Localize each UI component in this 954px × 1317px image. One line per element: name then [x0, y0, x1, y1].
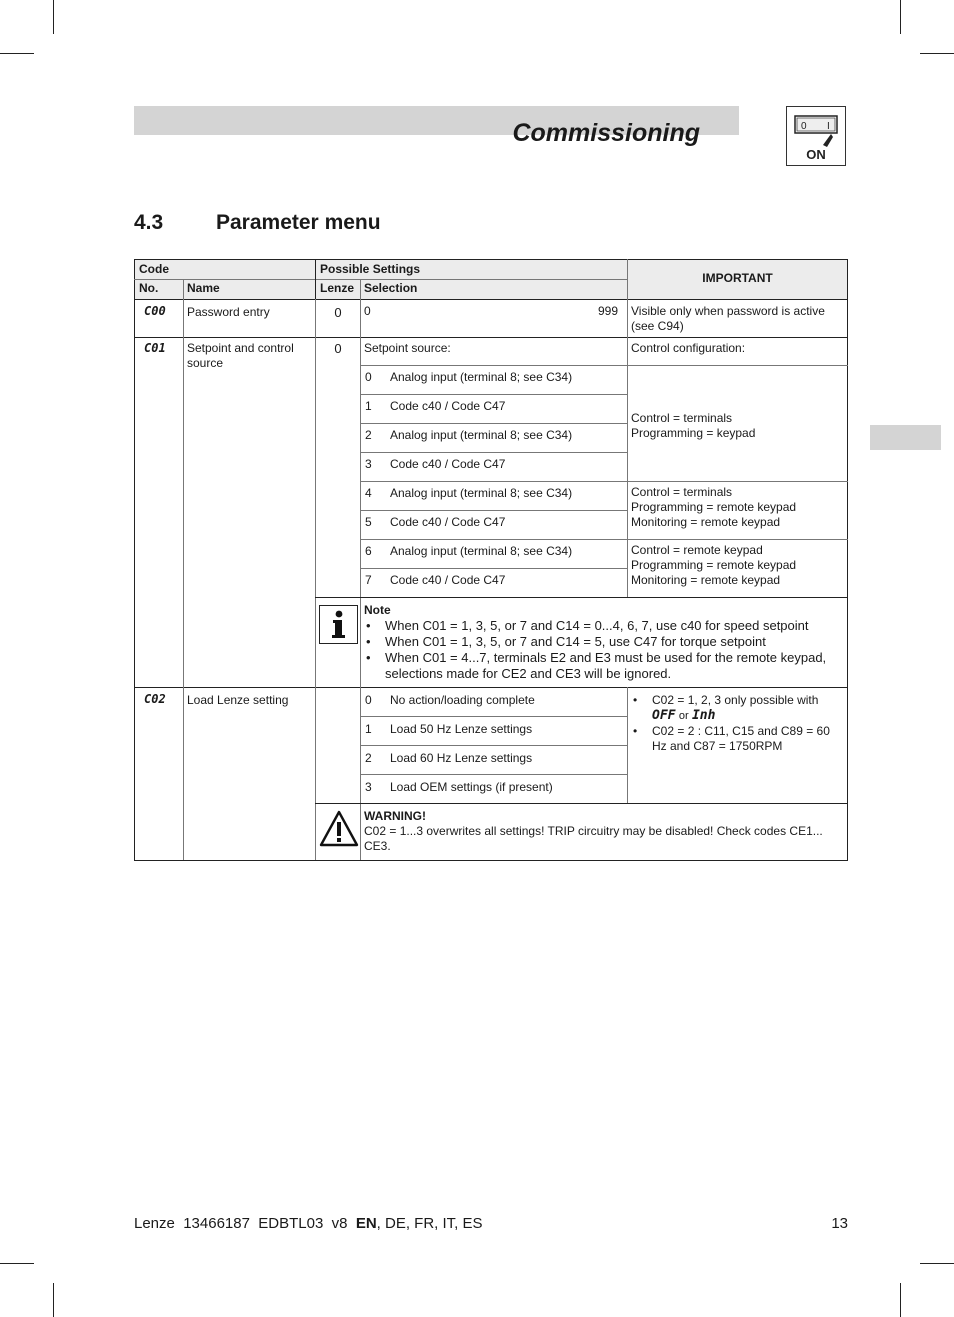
warning-text: C02 = 1...3 overwrites all settings! TRIP circuitry may be disabled! Check codes CE1... CE3. [364, 824, 823, 853]
c02-option-text: Load OEM settings (if present) [390, 780, 553, 794]
c01-important-group-2: Control = terminals Programming = remote keypad Monitoring = remote keypad [631, 485, 797, 529]
section-number: 4.3 [134, 211, 164, 234]
c01-option-num: 3 [365, 457, 372, 471]
crop-mark [900, 1283, 901, 1317]
page-number: 13 [831, 1215, 848, 1232]
c02-imp2: • C02 = 2 : C11, C15 and C89 = 60 Hz and C87 = 1750RPM [631, 724, 845, 754]
header-selection: Selection [364, 281, 418, 295]
c01-option-text: Analog input (terminal 8; see C34) [390, 428, 573, 442]
c01-option-text: Code c40 / Code C47 [390, 399, 506, 413]
note-item: • When C01 = 4...7, terminals E2 and E3 must be used for the remote keypad, selections made for CE2 and CE3 will be ignored. [364, 650, 844, 682]
c01-option-text: Analog input (terminal 8; see C34) [390, 486, 573, 500]
c00-important: Visible only when password is active (see C94) [631, 304, 825, 333]
crop-mark [0, 1263, 34, 1264]
section-title: Parameter menu [216, 211, 381, 234]
c02-option-num: 1 [365, 722, 372, 736]
c01-name: Setpoint and control source [187, 341, 294, 370]
switch-mark-0: 0 [801, 121, 807, 132]
c02-imp1-prefix: C02 = 1, 2, 3 only possible with [652, 693, 819, 707]
c02-option-num: 2 [365, 751, 372, 765]
c01-option-num: 7 [365, 573, 372, 587]
c02-name: Load Lenze setting [187, 693, 289, 707]
header-code: Code [139, 262, 169, 276]
header-possible-settings: Possible Settings [320, 262, 421, 276]
footer-doc-info: Lenze 13466187 EDBTL03 v8 EN, DE, FR, IT, ES [134, 1215, 483, 1232]
crop-mark [900, 0, 901, 34]
lcd-off: OFF [652, 708, 676, 723]
warning-icon [319, 809, 359, 849]
c01-option-num: 2 [365, 428, 372, 442]
c01-sel-header: Setpoint source: [364, 341, 451, 355]
c01-option-num: 1 [365, 399, 372, 413]
parameter-table [134, 259, 848, 861]
c01-important-header: Control configuration: [631, 341, 746, 355]
header-no: No. [139, 281, 159, 295]
note-title: Note [364, 603, 391, 617]
header-important: IMPORTANT [702, 271, 773, 285]
page-header-title: Commissioning [512, 119, 700, 147]
c00-lenze: 0 [334, 305, 342, 320]
c00-sel-min: 0 [364, 304, 371, 318]
code-c02: C02 [144, 692, 166, 706]
c01-option-text: Code c40 / Code C47 [390, 515, 506, 529]
note-item: • When C01 = 1, 3, 5, or 7 and C14 = 0...4, 6, 7, use c40 for speed setpoint [364, 618, 844, 634]
c01-note [364, 602, 844, 682]
crop-mark [53, 1283, 54, 1317]
c01-important-group-3: Control = remote keypad Programming = remote keypad Monitoring = remote keypad [631, 543, 797, 587]
c01-option-num: 0 [365, 370, 372, 384]
c01-option-num: 4 [365, 486, 372, 500]
c02-option-num: 0 [365, 693, 372, 707]
header-name: Name [187, 281, 220, 295]
side-tab-marker [870, 425, 941, 450]
c02-warning [364, 809, 844, 854]
c01-important-group-1: Control = terminals Programming = keypad [631, 411, 756, 440]
c01-option-text: Analog input (terminal 8; see C34) [390, 370, 573, 384]
power-switch-icon [786, 106, 846, 166]
info-icon [319, 605, 358, 644]
warning-title: WARNING! [364, 809, 426, 823]
header-lenze: Lenze [320, 281, 355, 295]
c01-option-text: Analog input (terminal 8; see C34) [390, 544, 573, 558]
c00-sel-max: 999 [597, 304, 618, 318]
code-c00: C00 [144, 304, 166, 318]
c02-option-text: No action/loading complete [390, 693, 535, 707]
switch-mark-1: I [827, 121, 830, 132]
c01-option-num: 5 [365, 515, 372, 529]
c02-option-text: Load 60 Hz Lenze settings [390, 751, 533, 765]
crop-mark [920, 53, 954, 54]
c02-option-text: Load 50 Hz Lenze settings [390, 722, 533, 736]
note-item: • When C01 = 1, 3, 5, or 7 and C14 = 5, use C47 for torque setpoint [364, 634, 844, 650]
c00-name: Password entry [187, 305, 270, 319]
crop-mark [920, 1263, 954, 1264]
c02-option-num: 3 [365, 780, 372, 794]
c01-option-num: 6 [365, 544, 372, 558]
crop-mark [53, 0, 54, 34]
c01-lenze: 0 [334, 341, 342, 356]
code-c01: C01 [144, 341, 166, 355]
switch-on-label: ON [806, 147, 826, 162]
crop-mark [0, 53, 34, 54]
c01-option-text: Code c40 / Code C47 [390, 573, 506, 587]
c02-important: • C02 = 1, 2, 3 only possible with OFF or Inh • C02 = 2 : C11, C15 and C89 = 60 Hz and C87 = 1750RPM [631, 693, 845, 754]
c01-option-text: Code c40 / Code C47 [390, 457, 506, 471]
lcd-inh: Inh [691, 708, 716, 723]
